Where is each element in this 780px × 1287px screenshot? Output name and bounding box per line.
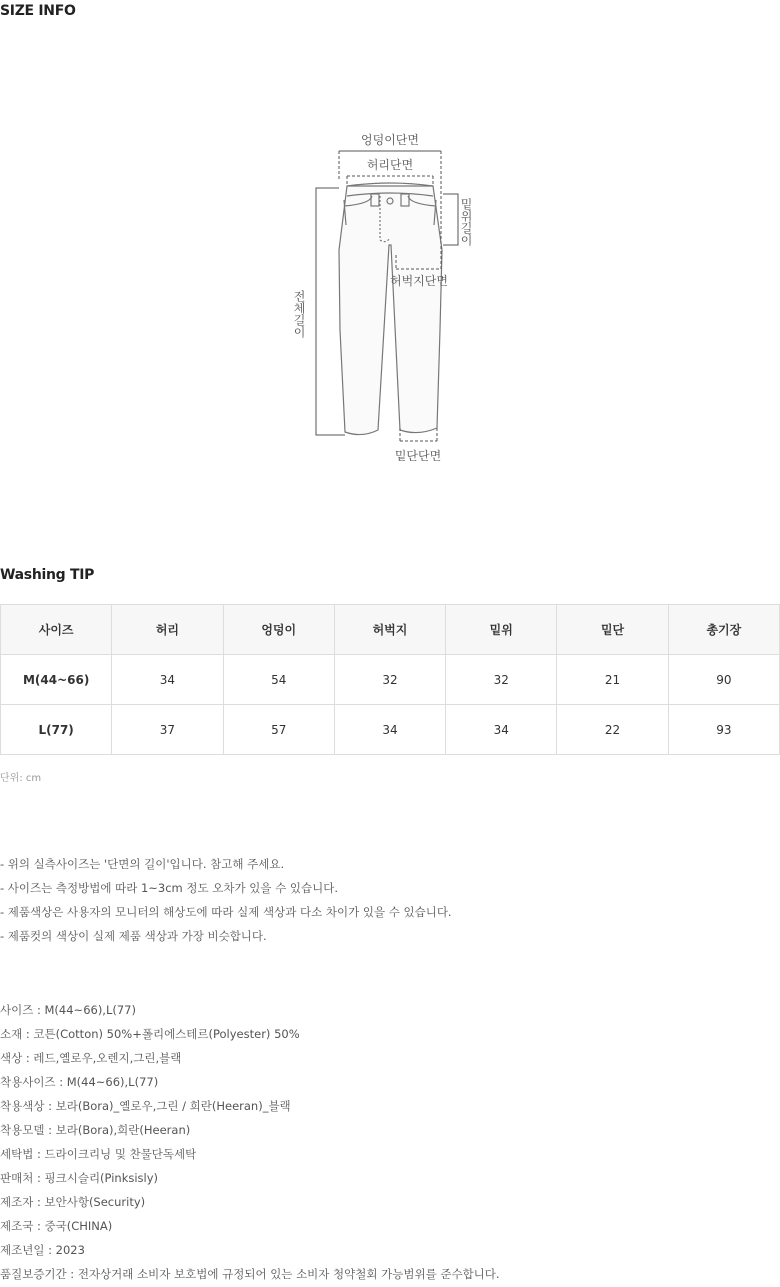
rise-label: 밑위길이 [459,198,473,246]
list-item: 제조국 : 중국(CHINA) [0,1219,113,1233]
list-item: - 위의 실측사이즈는 '단면의 길이'입니다. 참고해 주세요. [0,857,285,871]
list-item: - 제품색상은 사용자의 모니터의 해상도에 따라 실제 색상과 다소 차이가 있을 수 있습니다. [0,905,452,919]
table-cell: 32 [334,655,445,705]
list-item: 착용사이즈 : M(44~66),L(77) [0,1075,159,1089]
pants-illustration [339,183,442,435]
hem-label: 밑단단면 [394,449,442,463]
table-cell: 37 [112,705,223,755]
table-cell: 32 [446,655,557,705]
header-thigh: 허벅지 [334,605,445,655]
pants-size-diagram [0,0,780,560]
unit-note: 단위: cm [0,773,42,784]
table-cell: 21 [557,655,668,705]
notes-list [0,852,452,948]
list-item: 제조자 : 보안사항(Security) [0,1195,146,1209]
table-cell: 93 [668,705,779,755]
header-hem: 밑단 [557,605,668,655]
table-row [1,705,780,755]
header-hip: 엉덩이 [223,605,334,655]
product-info-list [0,998,500,1286]
table-cell: 22 [557,705,668,755]
table-cell: L(77) [1,705,112,755]
size-table [0,604,780,755]
list-item: - 제품컷의 색상이 실제 제품 색상과 가장 비슷합니다. [0,929,267,943]
table-cell: 54 [223,655,334,705]
header-total-length: 총기장 [668,605,779,655]
list-item: 품질보증기간 : 전자상거래 소비자 보호법에 규정되어 있는 소비자 청약철회 가능범위를 준수합니다. [0,1267,500,1281]
table-cell: 34 [334,705,445,755]
list-item: 판매처 : 핑크시슬리(Pinksisly) [0,1171,159,1185]
list-item: 색상 : 레드,옐로우,오렌지,그린,블랙 [0,1051,182,1065]
table-cell: M(44~66) [1,655,112,705]
table-cell: 34 [446,705,557,755]
list-item: - 사이즈는 측정방법에 따라 1~3cm 정도 오차가 있을 수 있습니다. [0,881,339,895]
list-item: 세탁법 : 드라이크리닝 및 찬물단독세탁 [0,1147,197,1161]
thigh-label: 허벅지단면 [390,274,448,288]
washing-tip-title: Washing TIP [0,567,95,583]
header-size: 사이즈 [1,605,112,655]
header-waist: 허리 [112,605,223,655]
header-rise: 밑위 [446,605,557,655]
table-row [1,655,780,705]
table-cell: 57 [223,705,334,755]
table-header-row [1,605,780,655]
list-item: 착용색상 : 보라(Bora)_옐로우,그린 / 희란(Heeran)_블랙 [0,1099,291,1113]
list-item: 사이즈 : M(44~66),L(77) [0,1003,136,1017]
list-item: 제조년일 : 2023 [0,1243,85,1257]
hip-label: 엉덩이단면 [361,133,419,147]
waist-label: 허리단면 [366,158,414,172]
size-info-title: SIZE INFO [0,3,76,19]
list-item: 착용모델 : 보라(Bora),희란(Heeran) [0,1123,191,1137]
list-item: 소재 : 코튼(Cotton) 50%+폴리에스테르(Polyester) 50% [0,1027,300,1041]
table-cell: 90 [668,655,779,705]
total-length-label: 전체길이 [292,290,306,338]
table-cell: 34 [112,655,223,705]
